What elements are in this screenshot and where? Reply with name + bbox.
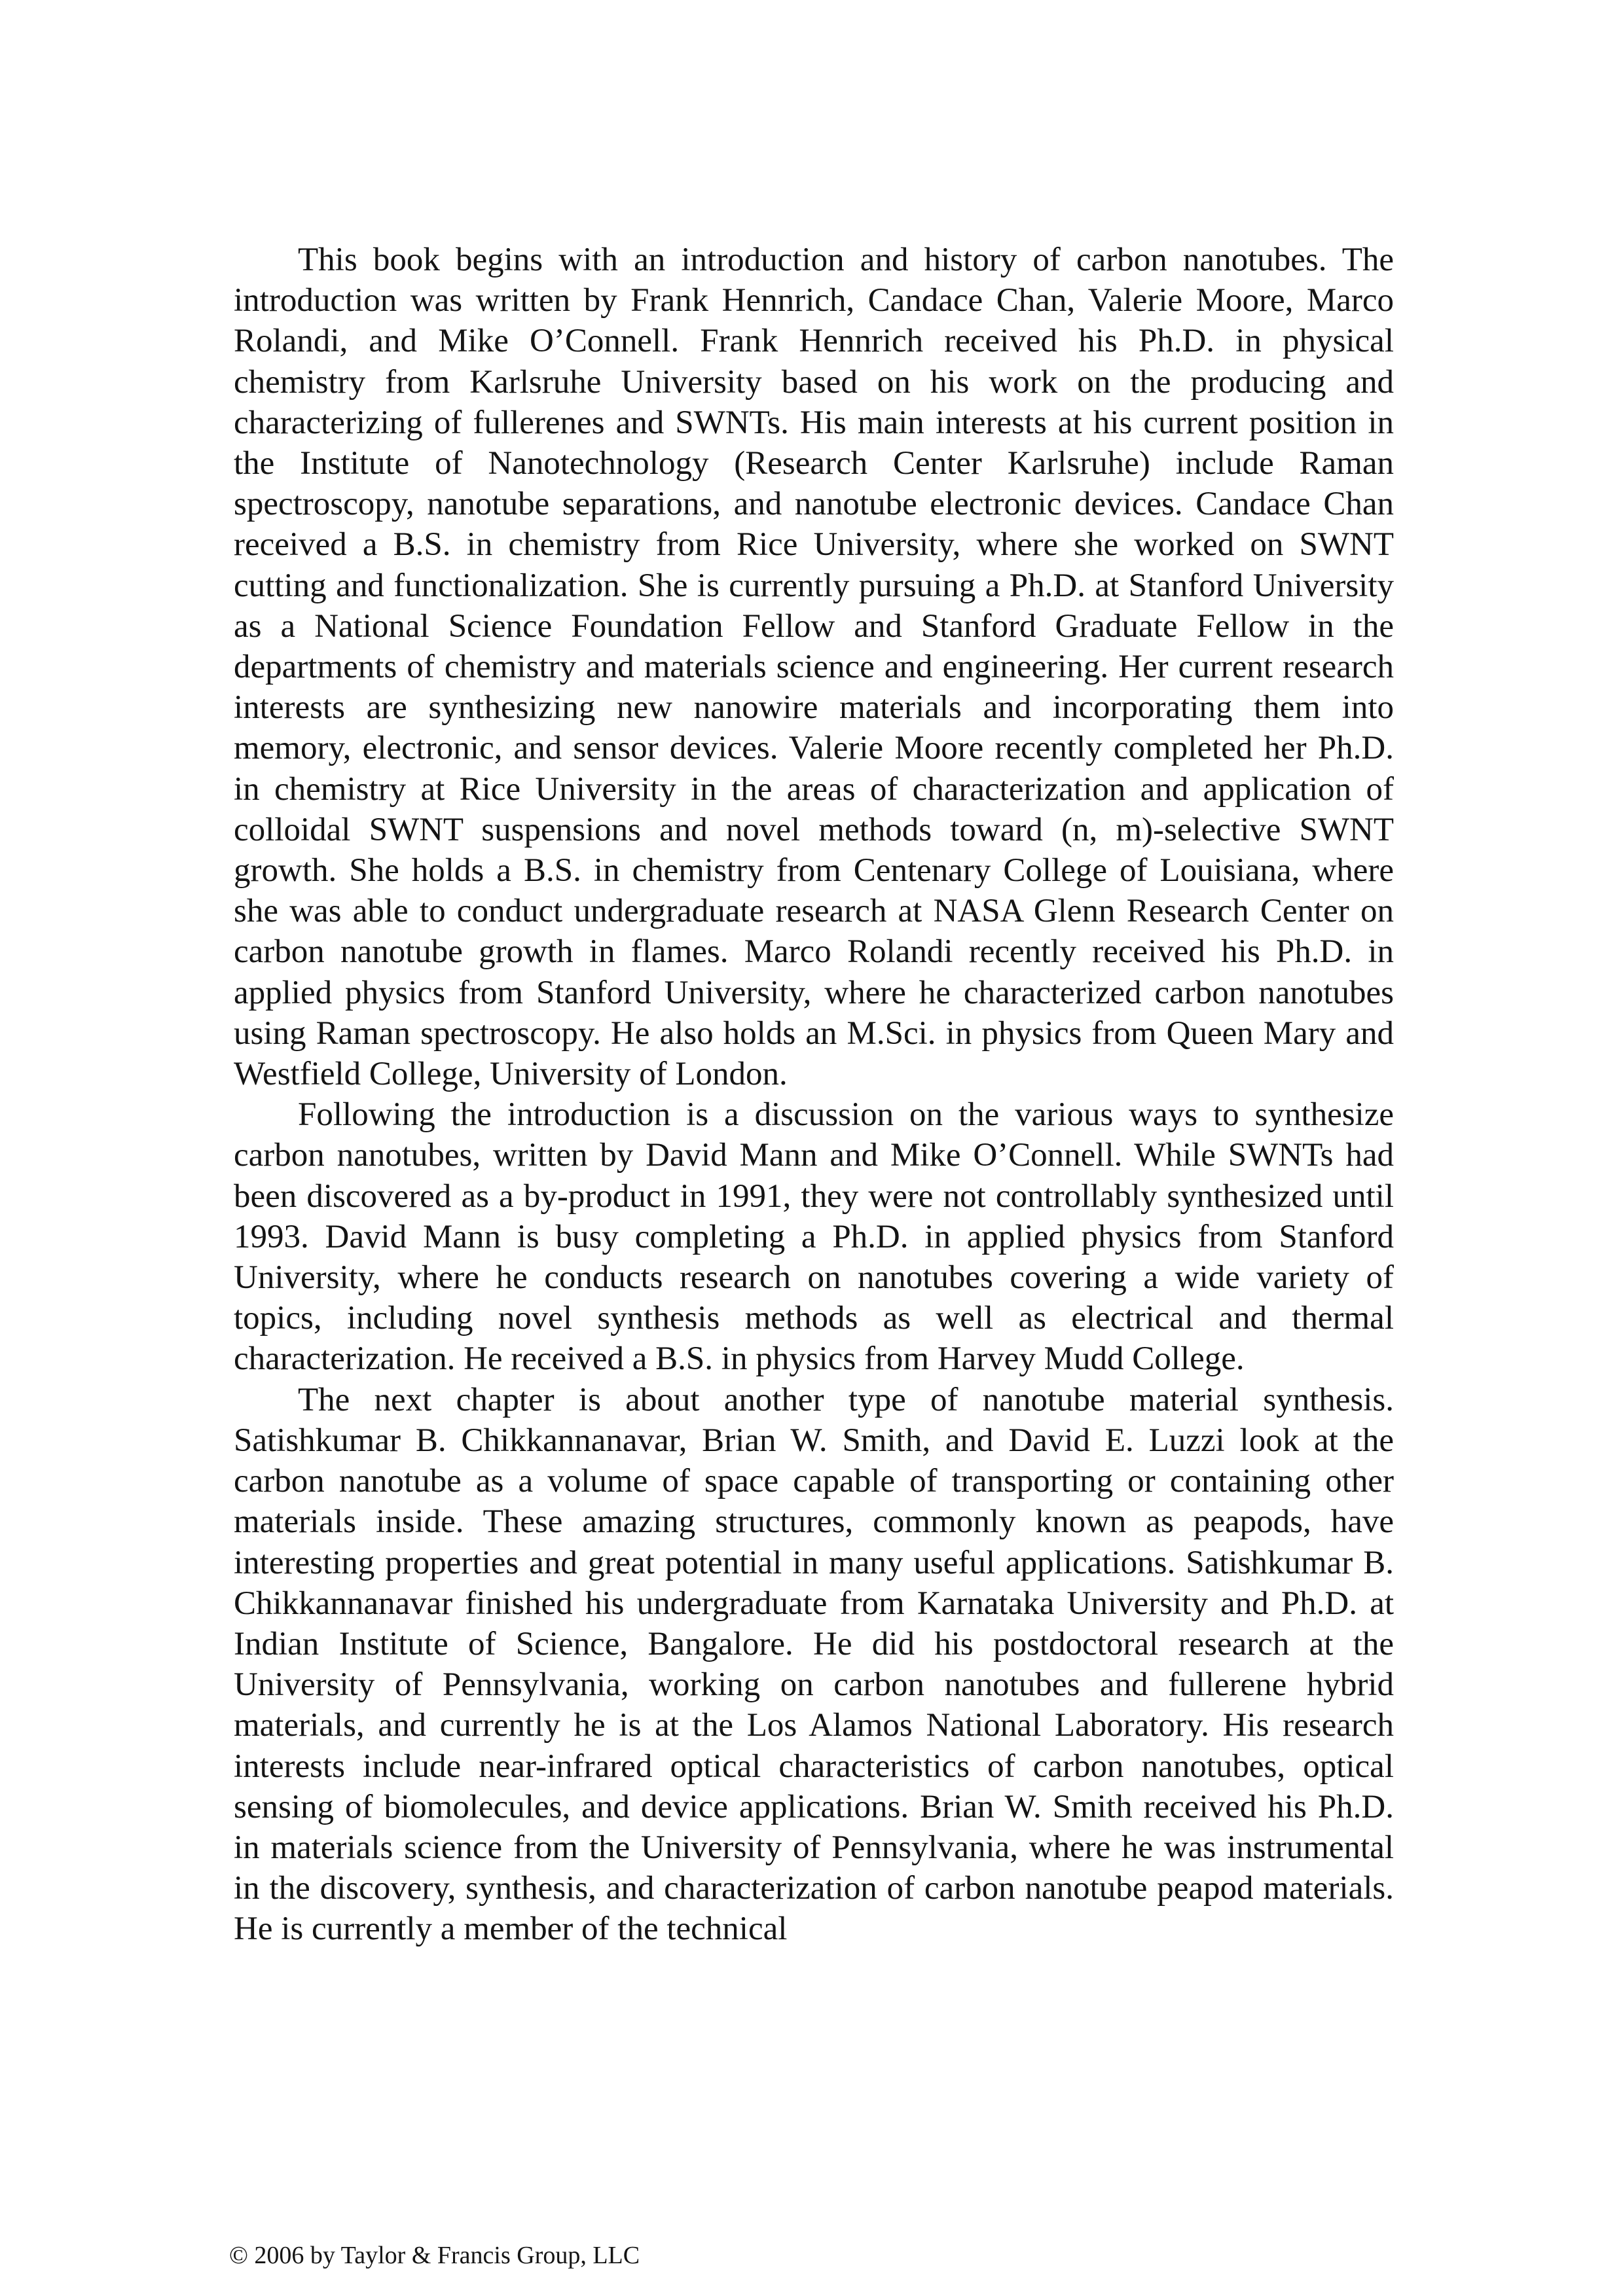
paragraph-introduction: This book begins with an introduction and history of carbon nanotubes. The introduction was written by Frank Hennrich, Candace Chan, Valerie Moore, Marco Rolandi, and Mike O’Connell. Frank Hennrich received his Ph.D. in physical chemistry from Karlsruhe University based on his work on the producing and characterizing of fullerenes and SWNTs. His main interests at his current position in the Institute of Nanotechnology (Research Center Karlsruhe) include Raman spectroscopy, nanotube separations, and nanotube electronic devices. Candace Chan received a B.S. in chemistry from Rice University, where she worked on SWNT cutting and functionalization. She is currently pursuing a Ph.D. at Stanford University as a National Science Foundation Fellow and Stanford Graduate Fellow in the departments of chemistry and materials science and engineering. Her current research interests are synthesizing new nanowire materials and incorporating them into memory, electronic, and sensor devices. Valerie Moore recently completed her Ph.D. in chemistry at Rice University in the areas of characterization and application of colloidal SWNT suspensions and novel methods toward (n, m)-selective SWNT growth. She holds a B.S. in chemistry from Centenary College of Louisiana, where she was able to conduct undergraduate research at NASA Glenn Research Center on carbon nanotube growth in flames. Marco Rolandi recently received his Ph.D. in applied physics from Stanford University, where he characterized carbon nanotubes using Raman spectroscopy. He also holds an M.Sci. in physics from Queen Mary and Westfield College, University of London.	[234, 242, 1394, 1093]
paragraph-peapods: The next chapter is about another type of nanotube material synthesis. Satishkumar B. Chikkannanavar, Brian W. Smith, and David E. Luzzi look at the carbon nanotube as a volume of space capable of transporting or containing other materials inside. These amazing structures, commonly known as peapods, have interesting properties and great potential in many useful applications. Satishkumar B. Chikkannanavar finished his undergraduate from Karnataka University and Ph.D. at Indian Institute of Science, Bangalore. He did his postdoctoral research at the University of Pennsylvania, working on carbon nanotubes and fullerene hybrid materials, and currently he is at the Los Alamos National Laboratory. His research interests include near-infrared optical characteristics of carbon nanotubes, optical sensing of biomolecules, and device applications. Brian W. Smith received his Ph.D. in materials science from the University of Pennsylvania, where he was instrumental in the discovery, synthesis, and characterization of carbon nanotube peapod materials. He is currently a member of the technical	[234, 1381, 1394, 1948]
paragraph-synthesis: Following the introduction is a discussion on the various ways to synthesize carbon nanotubes, written by David Mann and Mike O’Connell. While SWNTs had been discovered as a by-product in 1991, they were not controllably synthesized until 1993. David Mann is busy completing a Ph.D. in applied physics from Stanford University, where he conducts research on nanotubes covering a wide variety of topics, including novel synthesis methods as well as electrical and thermal characterization. He received a B.S. in physics from Harvey Mudd College.	[234, 1096, 1394, 1378]
body-text	[234, 240, 1394, 1950]
copyright-footer: © 2006 by Taylor & Francis Group, LLC	[229, 2242, 640, 2269]
